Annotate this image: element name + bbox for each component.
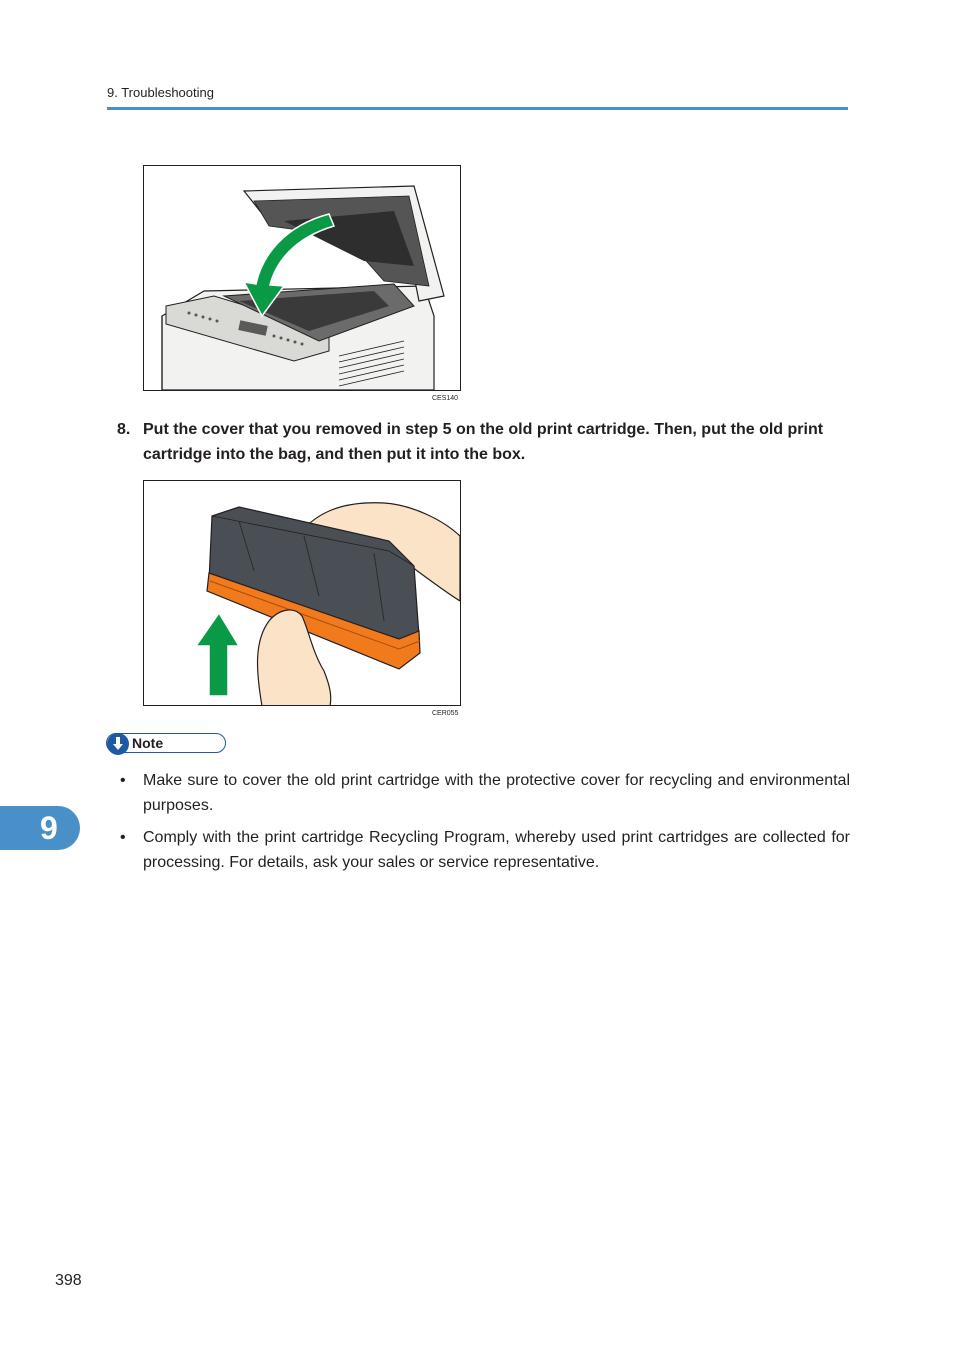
list-item-text: Make sure to cover the old print cartridge with the protective cover for recycling and environmental purposes. (143, 772, 850, 814)
step-text: Put the cover that you removed in step 5 on the old print cartridge. Then, put the old print cartridge into the bag, and then put it into the box. (143, 421, 824, 463)
note-label: Note (132, 735, 164, 751)
figure-cartridge-in-hands (143, 480, 461, 706)
running-header: 9. Troubleshooting (107, 85, 214, 100)
note-list (120, 768, 850, 882)
figure-caption: CES140 (432, 395, 459, 402)
list-item (120, 825, 850, 875)
cartridge-illustration (144, 481, 460, 705)
header-rule (107, 107, 848, 110)
figure-caption: CER055 (432, 710, 459, 717)
up-arrow-icon (196, 613, 239, 696)
step-number: 8. (117, 421, 131, 438)
list-item-text: Comply with the print cartridge Recycling Program, whereby used print cartridges are collected for processing. For details, ask your sales or service representative. (143, 829, 850, 871)
page-number: 398 (55, 1272, 82, 1289)
printer-illustration (144, 166, 460, 390)
bullet-icon: • (120, 772, 126, 789)
figure-printer-cover-closing (143, 165, 461, 391)
list-item (120, 768, 850, 818)
chapter-tab (0, 806, 80, 850)
note-badge (106, 733, 226, 753)
bullet-icon: • (120, 829, 126, 846)
down-arrow-icon (107, 733, 129, 755)
chapter-number: 9 (40, 810, 58, 846)
